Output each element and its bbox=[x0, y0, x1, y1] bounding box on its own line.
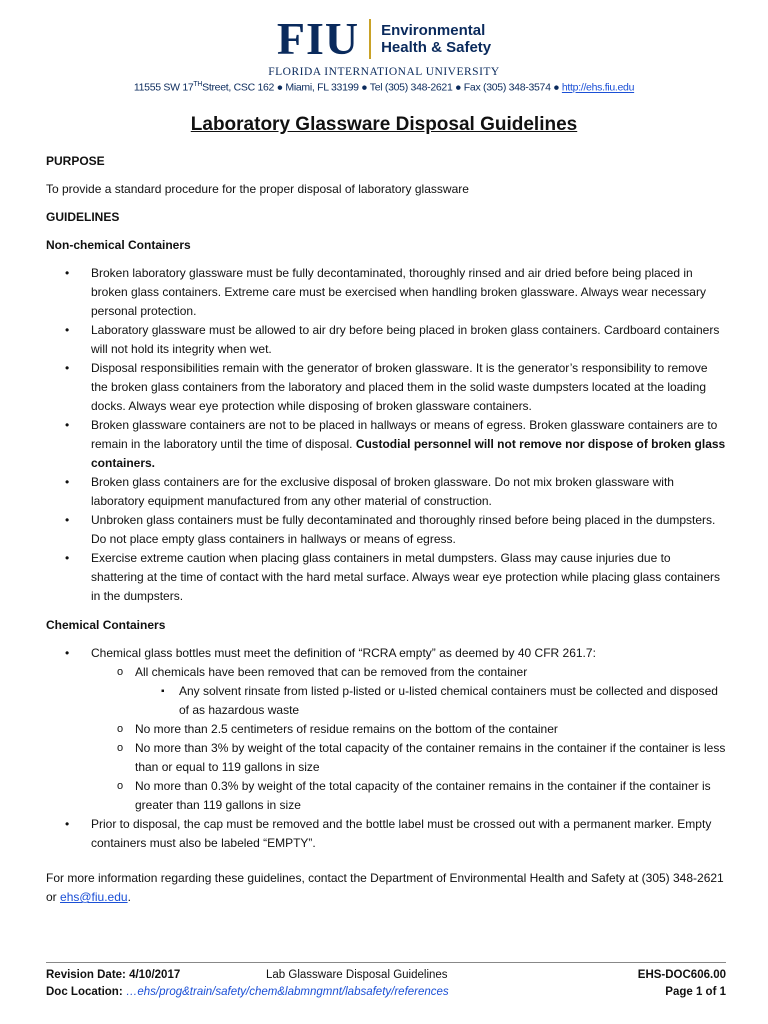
university-name: FLORIDA INTERNATIONAL UNIVERSITY bbox=[268, 66, 500, 78]
guidelines-heading: GUIDELINES bbox=[46, 210, 120, 224]
address-pre: 11555 SW 17 bbox=[133, 81, 194, 94]
address-post: Street, CSC 162 ● Miami, FL 33199 ● Tel (305) 348-2621 ● Fax (305) 348-3574 ● bbox=[202, 81, 562, 94]
contact-text: For more information regarding these guidelines, contact the Department of Environmental Health and Safety at (305) 348-2621 or bbox=[46, 871, 724, 904]
sub-sub-list-item: ▪ Any solvent rinsate from listed p-listed or u-listed chemical containers must be collected and disposed of as hazardous waste bbox=[135, 682, 726, 720]
non-chemical-list bbox=[46, 264, 726, 606]
logo bbox=[0, 13, 768, 64]
fiu-logo-text: FIU bbox=[276, 13, 360, 64]
non-chemical-heading: Non-chemical Containers bbox=[46, 238, 191, 252]
contact-end: . bbox=[127, 890, 131, 904]
document-body bbox=[46, 152, 726, 916]
list-item: • Prior to disposal, the cap must be removed and the bottle label must be crossed out with a permanent marker. Empty containers must also be labeled “EMPTY”. bbox=[46, 815, 726, 853]
chemical-list bbox=[46, 644, 726, 853]
list-item: • Broken glass containers are for the exclusive disposal of broken glassware. Do not mix broken glassware with laboratory equipment manufactured from any other material of construction. bbox=[46, 473, 726, 511]
sub-list-item-text: All chemicals have been removed that can be removed from the container bbox=[135, 665, 528, 679]
footer-title: Lab Glassware Disposal Guidelines bbox=[266, 969, 448, 981]
sub-sub-list bbox=[135, 682, 726, 720]
document-title: Laboratory Glassware Disposal Guidelines bbox=[190, 114, 578, 135]
location-label: Doc Location: bbox=[46, 986, 126, 998]
page-footer bbox=[46, 962, 726, 1001]
logo-divider bbox=[369, 19, 371, 59]
list-item: • Unbroken glass containers must be fully decontaminated and thoroughly rinsed before being placed in the dumpsters. Do not place empty glass containers in hallways or means of egress. bbox=[46, 511, 726, 549]
list-item-text: Broken glassware containers are not to be placed in hallways or means of egress. Broken glassware containers are to remain in the laboratory until the time of disposal. bbox=[91, 418, 718, 451]
custodial-warning: Custodial personnel will not remove nor dispose of broken glass containers. bbox=[91, 437, 726, 470]
revision-label: Revision Date: bbox=[46, 969, 130, 981]
list-item: • Laboratory glassware must be allowed to air dry before being placed in broken glass containers. Cardboard containers will not hold its integrity when wet. bbox=[46, 321, 726, 359]
sub-list-item: o No more than 3% by weight of the total capacity of the container remains in the container if the container is less than or equal to 119 gallons in size bbox=[91, 739, 726, 777]
sub-list bbox=[91, 663, 726, 815]
location-path: …ehs/prog&train/safety/chem&labmngmnt/labsafety/references bbox=[125, 986, 449, 998]
sub-list-item: o No more than 2.5 centimeters of residue remains on the bottom of the container bbox=[91, 720, 726, 739]
list-item-text: Chemical glass bottles must meet the definition of “RCRA empty” as deemed by 40 CFR 261.7: bbox=[91, 646, 596, 660]
letterhead bbox=[0, 13, 768, 94]
doc-id: EHS-DOC606.00 bbox=[637, 969, 726, 981]
doc-location bbox=[46, 984, 449, 1001]
list-item: • Exercise extreme caution when placing glass containers in metal dumpsters. Glass may cause injuries due to shattering at the time of contact with the hard metal surface. Always wear eye protection while placing glass containers in the dumpsters. bbox=[46, 549, 726, 606]
ehs-logo-text bbox=[381, 22, 491, 56]
revision-date bbox=[46, 967, 266, 984]
email-link[interactable]: ehs@fiu.edu bbox=[60, 890, 128, 904]
sub-list-item: o No more than 0.3% by weight of the total capacity of the container remains in the container if the container is greater than 119 gallons in size bbox=[91, 777, 726, 815]
ehs-line2: Health & Safety bbox=[381, 39, 492, 56]
chemical-heading: Chemical Containers bbox=[46, 618, 166, 632]
address-line bbox=[0, 81, 768, 94]
website-link[interactable]: http://ehs.fiu.edu bbox=[561, 81, 635, 94]
contact-paragraph bbox=[46, 869, 726, 907]
ehs-line1: Environmental bbox=[381, 22, 486, 39]
purpose-heading: PURPOSE bbox=[46, 154, 105, 168]
purpose-text: To provide a standard procedure for the proper disposal of laboratory glassware bbox=[46, 182, 469, 196]
address-sup: TH bbox=[193, 81, 203, 88]
footer-row-2 bbox=[46, 984, 726, 1001]
list-item: • Broken laboratory glassware must be fully decontaminated, thoroughly rinsed and air dried before being placed in broken glass containers. Extreme care must be exercised when handling broken glassware. Always wear necessary personal protection. bbox=[46, 264, 726, 321]
list-item: • Disposal responsibilities remain with the generator of broken glassware. It is the generator’s responsibility to remove the broken glass containers from the laboratory and placed them in the solid waste dumpsters located at the loading docks. Always wear eye protection while disposing of broken glassware containers. bbox=[46, 359, 726, 416]
revision-value: 4/10/2017 bbox=[129, 969, 181, 981]
list-item bbox=[46, 416, 726, 473]
list-item bbox=[46, 644, 726, 815]
footer-row-1 bbox=[46, 967, 726, 984]
sub-list-item bbox=[91, 663, 726, 720]
page-number: Page 1 of 1 bbox=[665, 986, 726, 998]
